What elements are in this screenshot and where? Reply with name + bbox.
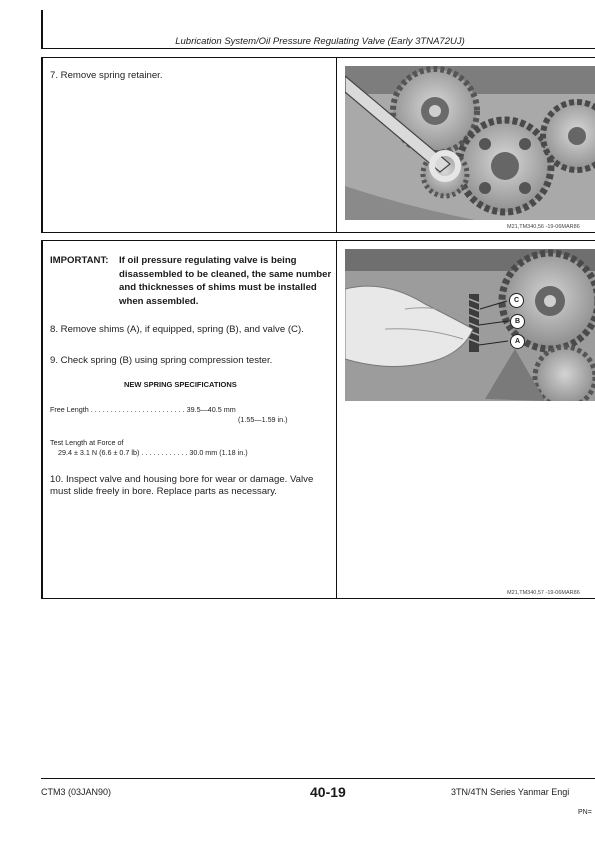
spec-free-length: Free Length . . . . . . . . . . . . . . . . . . . . . . . . 39.5—40.5 mm (50, 405, 236, 414)
step-9: 9. Check spring (B) using spring compression tester. (50, 355, 273, 366)
section2-bottom-rule (41, 598, 595, 599)
spec-heading: NEW SPRING SPECIFICATIONS (124, 380, 237, 389)
footer-rule (41, 778, 595, 779)
section1-top-rule (41, 57, 595, 58)
important-body: If oil pressure regulating valve is being disassembled to be cleaned, the same number and thicknesses of shims must be installed when assembled. (119, 255, 332, 307)
important-lead: IMPORTANT: (50, 255, 109, 266)
hand-valve-removal-illustration (345, 249, 595, 401)
callout-b: B (510, 314, 525, 329)
section2-top-rule (41, 240, 595, 241)
callout-c: C (509, 293, 524, 308)
spec-test-length-label: Test Length at Force of (50, 438, 124, 447)
spring-retainer-photo (345, 66, 595, 220)
step-10: 10. Inspect valve and housing bore for wear or damage. Valve must slide freely in bore. Replace parts as necessary. (50, 474, 314, 497)
page-number: 40-19 (310, 784, 346, 800)
photo1-caption: M21,TM340,56 -19-06MAR86 (507, 224, 580, 230)
spec-free-length-imperial: (1.55—1.59 in.) (238, 415, 288, 424)
footer-doc-id: CTM3 (03JAN90) (41, 787, 112, 797)
section2-left-rule (41, 240, 43, 598)
valve-spring-shims-photo (345, 249, 595, 401)
section1-bottom-rule (41, 232, 595, 233)
step-7: 7. Remove spring retainer. (50, 70, 163, 81)
gear-train-wrench-illustration (345, 66, 595, 220)
step-8: 8. Remove shims (A), if equipped, spring (B), and valve (C). (50, 324, 304, 335)
callout-a: A (510, 334, 525, 349)
photo2-caption: M21,TM340,57 -19-06MAR86 (507, 590, 580, 596)
footer-series: 3TN/4TN Series Yanmar Engi (451, 787, 570, 797)
page-header-title: Lubrication System/Oil Pressure Regulating Valve (Early 3TNA72UJ) (175, 36, 465, 47)
header-bottom-rule (41, 48, 595, 49)
section1-left-rule (41, 57, 43, 232)
section1-divider-rule (336, 57, 337, 232)
footer-code: PN= (578, 809, 592, 816)
spec-test-length-value: 29.4 ± 3.1 N (6.6 ± 0.7 lb) . . . . . . . . . . . . 30.0 mm (1.18 in.) (58, 448, 248, 457)
